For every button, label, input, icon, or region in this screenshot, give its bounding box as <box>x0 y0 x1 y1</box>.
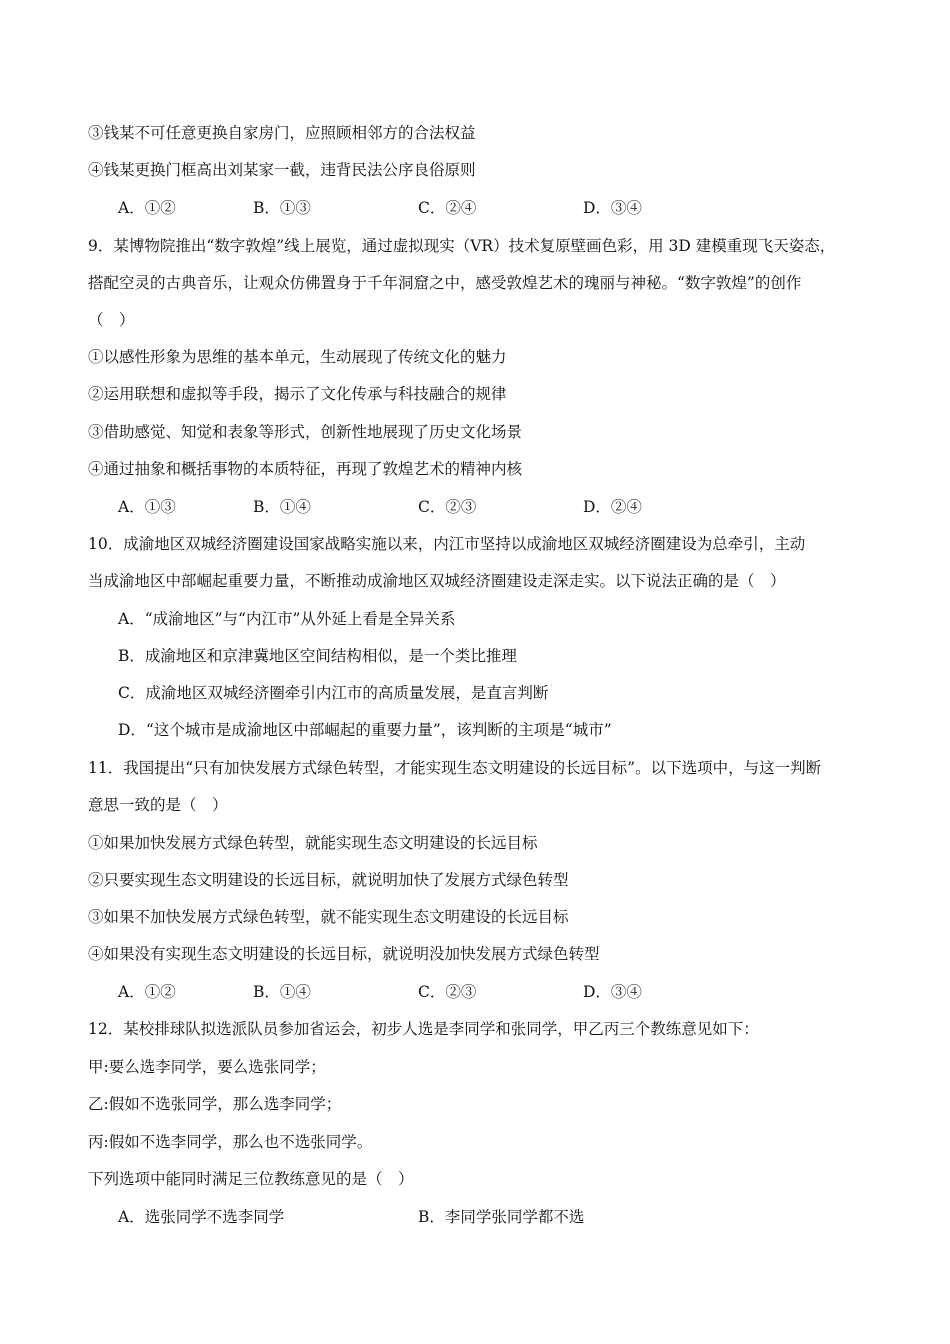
q12-coach-yi: 乙:假如不选张同学，那么选李同学； <box>88 1095 342 1113</box>
q12-option-b[interactable]: B．李同学张同学都不选 <box>418 1208 585 1226</box>
q9-statement-2: ②运用联想和虚拟等手段，揭示了文化传承与科技融合的规律 <box>88 385 507 403</box>
q8-option-a[interactable]: A．①② <box>118 199 176 217</box>
q9-stem-line-2: 搭配空灵的古典音乐，让观众仿佛置身于千年洞窟之中，感受敦煌艺术的瑰丽与神秘。“数字敦煌”的创作 <box>88 274 802 292</box>
q8-statement-3: ③钱某不可任意更换自家房门，应照顾相邻方的合法权益 <box>88 124 476 142</box>
q9-statement-1: ①以感性形象为思维的基本单元，生动展现了传统文化的魅力 <box>88 348 507 366</box>
q9-option-c[interactable]: C．②③ <box>418 498 477 516</box>
q11-option-d[interactable]: D．③④ <box>583 983 642 1001</box>
q10-option-c[interactable]: C．成渝地区双城经济圈牵引内江市的高质量发展，是直言判断 <box>118 684 549 702</box>
q8-option-d[interactable]: D．③④ <box>583 199 642 217</box>
q10-option-b[interactable]: B．成渝地区和京津冀地区空间结构相似，是一个类比推理 <box>118 647 517 665</box>
q11-statement-4: ④如果没有实现生态文明建设的长远目标，就说明没加快发展方式绿色转型 <box>88 945 600 963</box>
q9-stem-line-3: （ ） <box>88 311 135 329</box>
q10-option-d[interactable]: D．“这个城市是成渝地区中部崛起的重要力量”，该判断的主项是“城市” <box>118 721 612 739</box>
q11-statement-1: ①如果加快发展方式绿色转型，就能实现生态文明建设的长远目标 <box>88 834 538 852</box>
q8-statement-4: ④钱某更换门框高出刘某家一截，违背民法公序良俗原则 <box>88 161 476 179</box>
q12-coach-bing: 丙:假如不选李同学，那么也不选张同学。 <box>88 1133 373 1151</box>
q11-stem-line-1: 11．我国提出“只有加快发展方式绿色转型，才能实现生态文明建设的长远目标”。以下选项中，与这一判断 <box>88 759 822 777</box>
q10-stem-line-2: 当成渝地区中部崛起重要力量，不断推动成渝地区双城经济圈建设走深走实。以下说法正确的是（ ） <box>88 572 786 590</box>
q9-option-a[interactable]: A．①③ <box>118 498 176 516</box>
q11-option-a[interactable]: A．①② <box>118 983 176 1001</box>
q12-stem-line-1: 12．某校排球队拟选派队员参加省运会，初步人选是李同学和张同学，甲乙丙三个教练意见如下： <box>88 1020 759 1038</box>
q9-option-b[interactable]: B．①④ <box>253 498 311 516</box>
q12-coach-jia: 甲:要么选李同学，要么选张同学； <box>88 1058 326 1076</box>
q9-statement-3: ③借助感觉、知觉和表象等形式，创新性地展现了历史文化场景 <box>88 423 523 441</box>
q11-stem-line-2: 意思一致的是（ ） <box>88 796 228 814</box>
q11-statement-2: ②只要实现生态文明建设的长远目标，就说明加快了发展方式绿色转型 <box>88 871 569 889</box>
q10-option-a[interactable]: A．“成渝地区”与“内江市”从外延上看是全异关系 <box>118 610 456 628</box>
q8-option-c[interactable]: C．②④ <box>418 199 477 217</box>
q11-option-c[interactable]: C．②③ <box>418 983 477 1001</box>
q11-option-b[interactable]: B．①④ <box>253 983 311 1001</box>
q9-stem-line-1: 9．某博物院推出“数字敦煌”线上展览，通过虚拟现实（VR）技术复原壁画色彩，用 3D 建模重现飞天姿态， <box>88 237 836 255</box>
q8-option-b[interactable]: B．①③ <box>253 199 311 217</box>
q9-statement-4: ④通过抽象和概括事物的本质特征，再现了敦煌艺术的精神内核 <box>88 460 523 478</box>
q9-option-d[interactable]: D．②④ <box>583 498 642 516</box>
q12-question: 下列选项中能同时满足三位教练意见的是（ ） <box>88 1170 414 1188</box>
q10-stem-line-1: 10．成渝地区双城经济圈建设国家战略实施以来，内江市坚持以成渝地区双城经济圈建设为总牵引，主动 <box>88 535 806 553</box>
q12-option-a[interactable]: A．选张同学不选李同学 <box>118 1208 285 1226</box>
q11-statement-3: ③如果不加快发展方式绿色转型，就不能实现生态文明建设的长远目标 <box>88 908 569 926</box>
